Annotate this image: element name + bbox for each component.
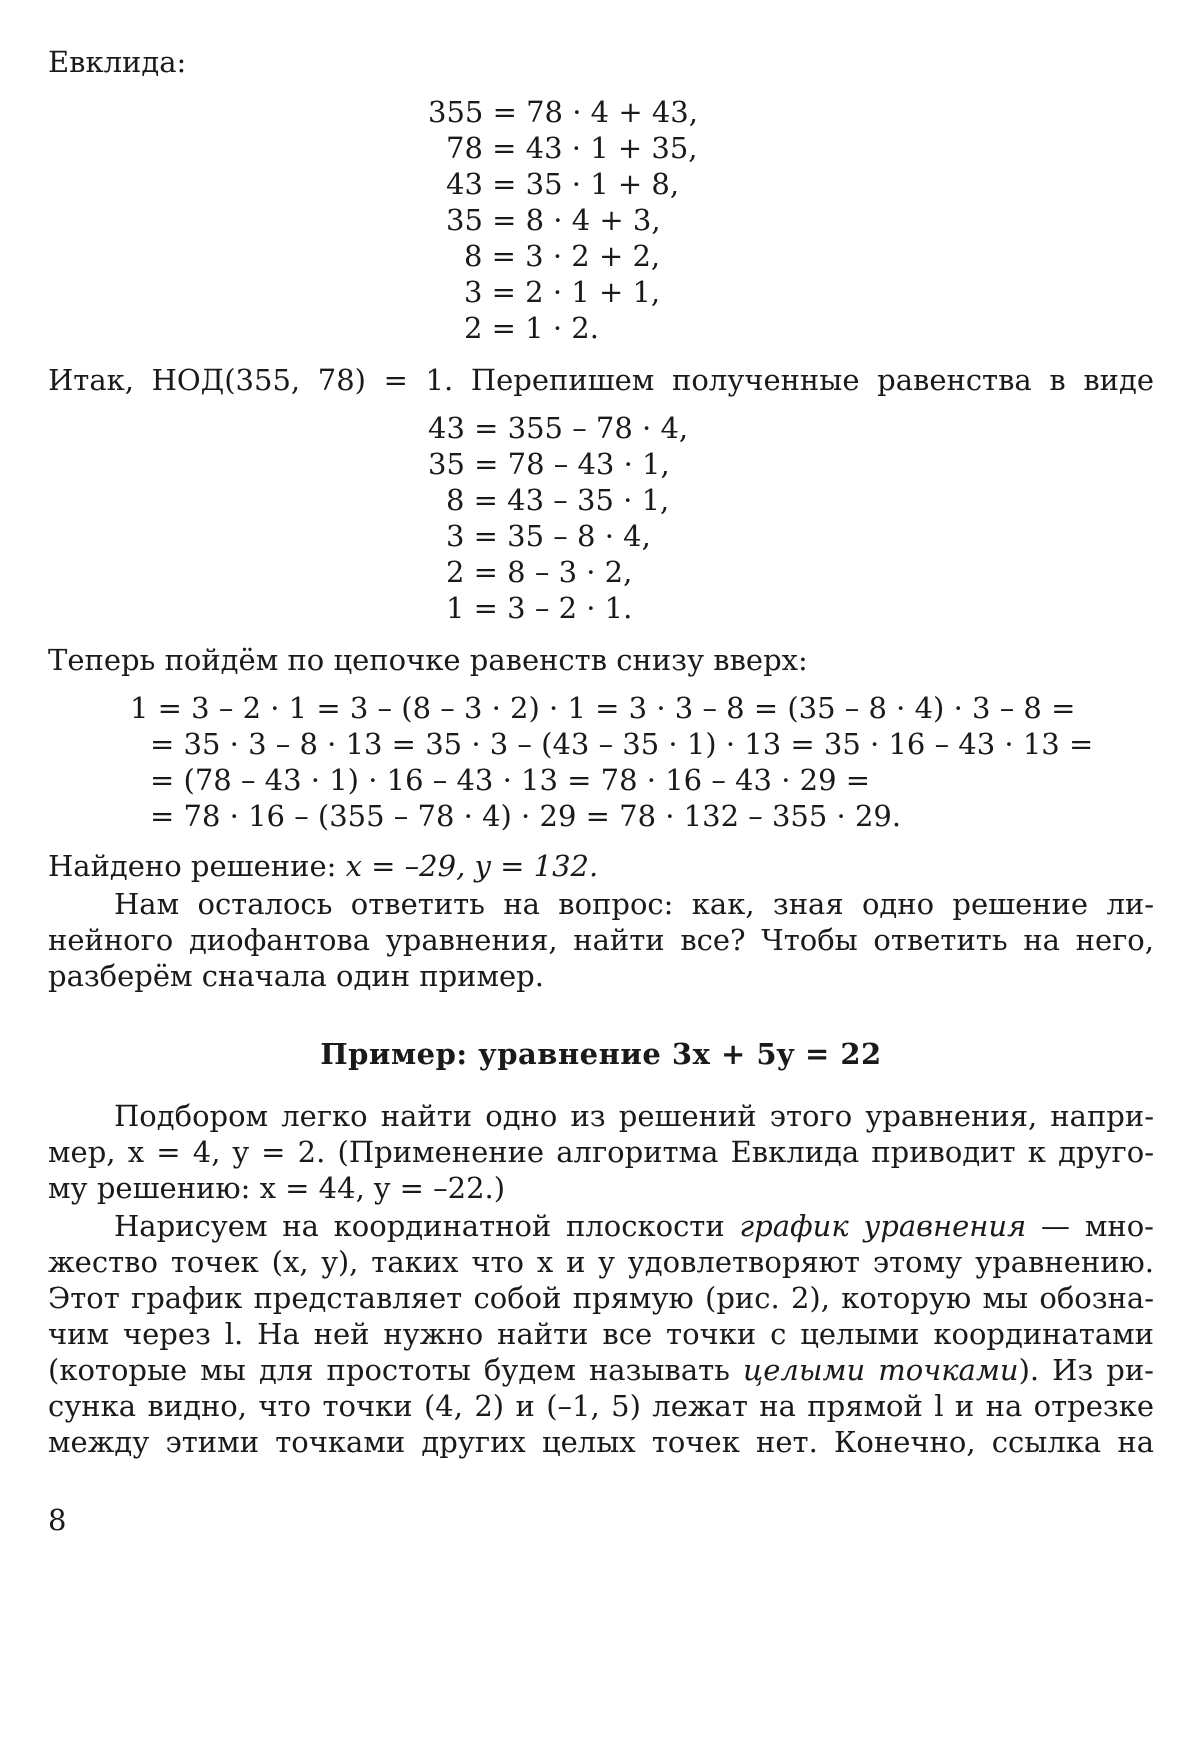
rewritten-step: 35 = 78 – 43 · 1, bbox=[428, 444, 670, 484]
section-heading: Пример: уравнение 3x + 5y = 22 bbox=[48, 1034, 1154, 1074]
gcd-line: Итак, НОД(355, 78) = 1. Перепишем полученные равенства в виде bbox=[48, 360, 1154, 400]
text-run: ). Из ри- bbox=[1019, 1353, 1154, 1387]
emphasis-term: график уравнения bbox=[739, 1209, 1026, 1243]
solution-label: Найдено решение: bbox=[48, 849, 336, 883]
euclid-step: 43 = 35 · 1 + 8, bbox=[446, 164, 679, 204]
chain-line: = 35 · 3 – 8 · 13 = 35 · 3 – (43 – 35 · 1) · 13 = 35 · 16 – 43 · 13 = bbox=[150, 724, 1093, 764]
paragraph-line: чим через l. На ней нужно найти все точки с целыми координатами bbox=[48, 1314, 1154, 1354]
intro-text: Евклида: bbox=[48, 42, 1154, 82]
rewritten-step: 8 = 43 – 35 · 1, bbox=[446, 480, 669, 520]
solution-y: y = 132. bbox=[475, 849, 599, 883]
chain-line: = (78 – 43 · 1) · 16 – 43 · 13 = 78 · 16 – 43 · 29 = bbox=[150, 760, 870, 800]
chain-intro: Теперь пойдём по цепочке равенств снизу вверх: bbox=[48, 640, 1154, 680]
euclid-step: 78 = 43 · 1 + 35, bbox=[446, 128, 698, 168]
rewritten-step: 3 = 35 – 8 · 4, bbox=[446, 516, 651, 556]
paragraph-line bbox=[48, 1206, 1154, 1246]
euclid-step: 35 = 8 · 4 + 3, bbox=[446, 200, 661, 240]
euclid-step: 3 = 2 · 1 + 1, bbox=[464, 272, 660, 312]
paragraph-line: жество точек (x, y), таких что x и y удовлетворяют этому уравнению. bbox=[48, 1242, 1154, 1282]
text-run: (которые мы для простоты будем называть bbox=[48, 1353, 743, 1387]
paragraph-line: Подбором легко найти одно из решений этого уравнения, напри- bbox=[48, 1096, 1154, 1136]
emphasis-term: целыми точками bbox=[743, 1353, 1019, 1387]
book-page bbox=[48, 0, 1154, 1737]
paragraph-line: мер, x = 4, y = 2. (Применение алгоритма Евклида приводит к друго- bbox=[48, 1132, 1154, 1172]
solution-x: x = –29, bbox=[346, 849, 466, 883]
euclid-step: 355 = 78 · 4 + 43, bbox=[428, 92, 698, 132]
paragraph-line: Нам осталось ответить на вопрос: как, зная одно решение ли- bbox=[48, 884, 1154, 924]
solution-line bbox=[48, 846, 1154, 886]
chain-line: = 78 · 16 – (355 – 78 · 4) · 29 = 78 · 132 – 355 · 29. bbox=[150, 796, 901, 836]
euclid-step: 2 = 1 · 2. bbox=[464, 308, 599, 348]
paragraph-line: между этими точками других целых точек нет. Конечно, ссылка на bbox=[48, 1422, 1154, 1462]
rewritten-step: 43 = 355 – 78 · 4, bbox=[428, 408, 688, 448]
text-run: — мно- bbox=[1026, 1209, 1154, 1243]
paragraph-line: разберём сначала один пример. bbox=[48, 956, 1154, 996]
paragraph-line: сунка видно, что точки (4, 2) и (–1, 5) лежат на прямой l и на отрезке bbox=[48, 1386, 1154, 1426]
chain-line: 1 = 3 – 2 · 1 = 3 – (8 – 3 · 2) · 1 = 3 · 3 – 8 = (35 – 8 · 4) · 3 – 8 = bbox=[130, 688, 1075, 728]
text-run: Нарисуем на координатной плоскости bbox=[114, 1209, 739, 1243]
euclid-step: 8 = 3 · 2 + 2, bbox=[464, 236, 660, 276]
page-number: 8 bbox=[48, 1500, 66, 1540]
paragraph-line: Этот график представляет собой прямую (рис. 2), которую мы обозна- bbox=[48, 1278, 1154, 1318]
rewritten-step: 2 = 8 – 3 · 2, bbox=[446, 552, 632, 592]
paragraph-line: нейного диофантова уравнения, найти все? Чтобы ответить на него, bbox=[48, 920, 1154, 960]
paragraph-line: му решению: x = 44, y = –22.) bbox=[48, 1168, 1154, 1208]
rewritten-step: 1 = 3 – 2 · 1. bbox=[446, 588, 632, 628]
paragraph-line bbox=[48, 1350, 1154, 1390]
